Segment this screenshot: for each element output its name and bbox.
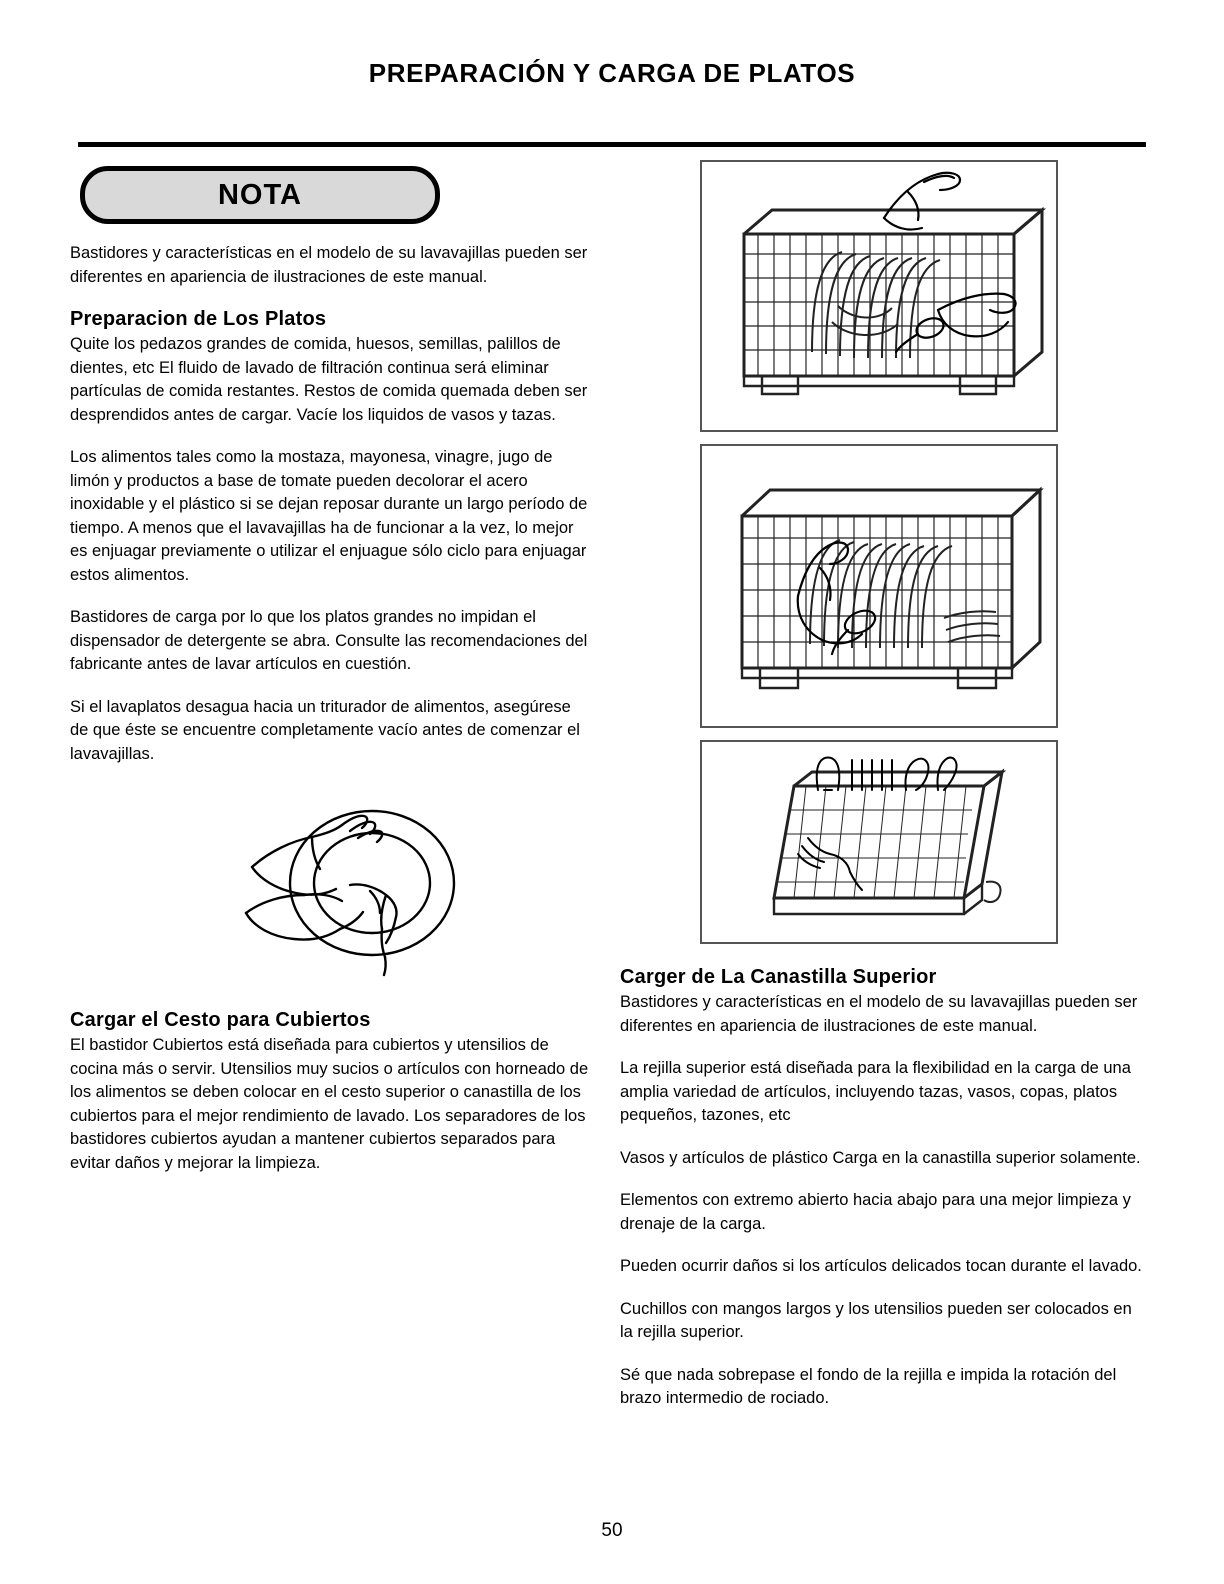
paragraph-superior-2: La rejilla superior está diseñada para la flexibilidad en la carga de una amplia variedad de artículos, incluyendo tazas, vasos, copas, platos pequeños, tazones, etc bbox=[620, 1059, 1131, 1124]
hands-scraping-plate-illustration bbox=[200, 785, 500, 985]
note-text: Bastidores y características en el modelo de su lavavajillas pueden ser diferentes en apariencia de ilustraciones de este manual. bbox=[70, 244, 588, 286]
lower-rack-loading-illustration bbox=[700, 444, 1058, 728]
silverware-basket-illustration bbox=[700, 740, 1058, 944]
paragraph-superior-1: Bastidores y características en el modelo de su lavavajillas pueden ser diferentes en apariencia de ilustraciones de este manual. bbox=[620, 993, 1138, 1035]
header-divider bbox=[78, 142, 1146, 147]
paragraph-prep-3: Bastidores de carga por lo que los platos grandes no impidan el dispensador de detergente se abra. Consulte las recomendaciones del fabricante antes de lavar artículos en cuestión. bbox=[70, 608, 588, 673]
right-column bbox=[620, 160, 1148, 1430]
upper-rack-loading-illustration bbox=[700, 160, 1058, 432]
paragraph-superior-3: Vasos y artículos de plástico Carga en la canastilla superior solamente. bbox=[620, 1148, 1141, 1167]
paragraph-superior-5: Pueden ocurrir daños si los artículos delicados tocan durante el lavado. bbox=[620, 1257, 1142, 1275]
paragraph-cubiertos-1: El bastidor Cubiertos está diseñada para cubiertos y utensilios de cocina más o servir. Utensilios muy sucios o artículos con horneado de los alimentos se deben colocar en el cesto superior o canastilla de los cubiertos para el mejor rendimiento de lavado. Los separadores de los bastidores cubiertos ayudan a mantener cubiertos separados para evitar daños y mejorar la limpieza. bbox=[70, 1036, 589, 1172]
paragraph-superior-6: Cuchillos con mangos largos y los utensilios pueden ser colocados en la rejilla superior. bbox=[620, 1299, 1132, 1341]
left-column bbox=[70, 160, 592, 1194]
paragraph-prep-1: Quite los pedazos grandes de comida, huesos, semillas, palillos de dientes, etc El fluido de lavado de filtración continua será eliminar partículas de comida restantes. Restos de comida quemada deben ser desprendidos antes de cargar. Vacíe los liquidos de vasos y tazas. bbox=[70, 335, 588, 424]
page-title: PREPARACIÓN Y CARGA DE PLATOS bbox=[368, 58, 856, 88]
paragraph-prep-2: Los alimentos tales como la mostaza, mayonesa, vinagre, jugo de limón y productos a base de tomate pueden decolorar el acero inoxidable y el plástico si se dejan reposar durante un largo período de tiempo. A menos que el lavavajillas ha de funcionar a la vez, lo mejor es enjuagar previamente o utilizar el enjuague sólo ciclo para enjuagar estos alimentos. bbox=[70, 448, 588, 584]
note-label: NOTA bbox=[217, 178, 302, 211]
heading-canastilla-superior: Carger de La Canastilla Superior bbox=[620, 966, 937, 988]
note-badge bbox=[80, 166, 440, 224]
paragraph-superior-4: Elementos con extremo abierto hacia abajo para una mejor limpieza y drenaje de la carga. bbox=[620, 1191, 1131, 1233]
heading-cargar-cesto-cubiertos: Cargar el Cesto para Cubiertos bbox=[70, 1009, 371, 1031]
page-number: 50 bbox=[601, 1520, 623, 1541]
heading-preparacion-platos: Preparacion de Los Platos bbox=[70, 308, 327, 330]
paragraph-prep-4: Si el lavaplatos desagua hacia un triturador de alimentos, asegúrese de que éste se encuentre completamente vacío antes de comenzar el lavavajillas. bbox=[70, 697, 580, 763]
paragraph-superior-7: Sé que nada sobrepase el fondo de la rejilla e impida la rotación del brazo intermedio de rociado. bbox=[620, 1365, 1117, 1407]
